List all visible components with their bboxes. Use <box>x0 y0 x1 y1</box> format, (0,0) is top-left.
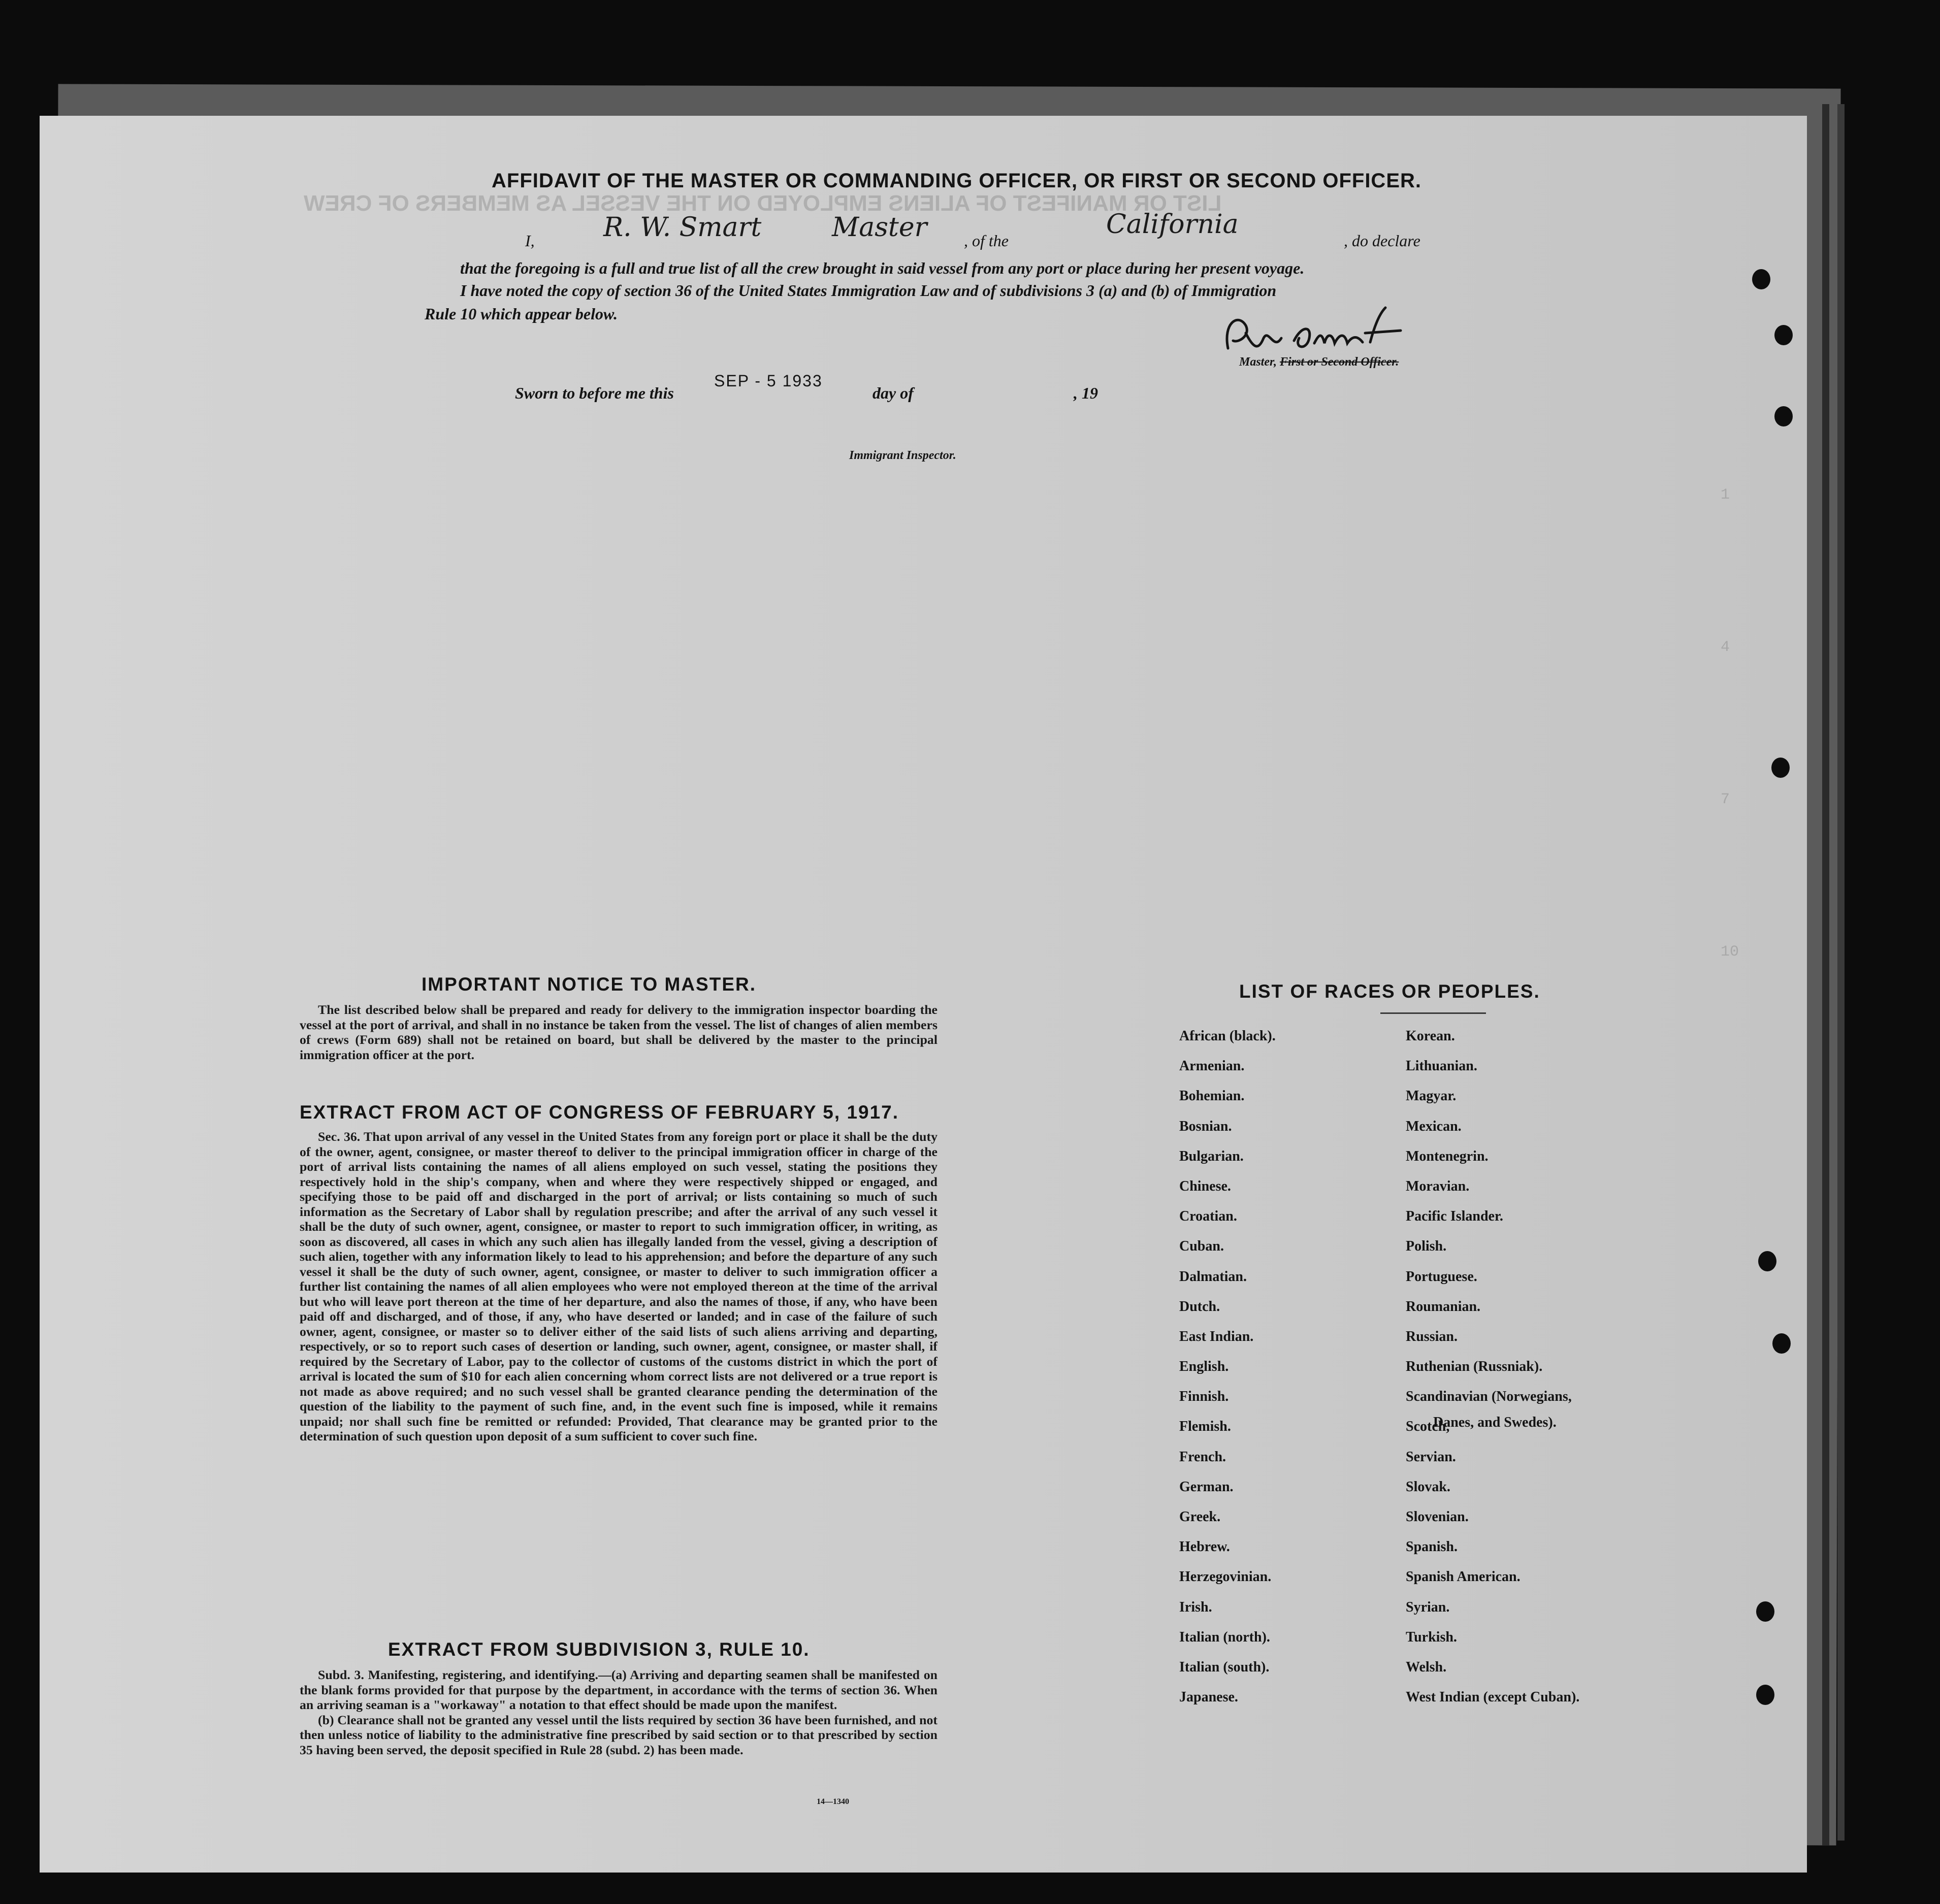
race-entry: Moravian. <box>1406 1178 1470 1194</box>
race-entry: Roumanian. <box>1406 1298 1481 1315</box>
race-entry: Montenegrin. <box>1406 1148 1489 1164</box>
race-entry: Pacific Islander. <box>1406 1208 1503 1225</box>
race-entry: Spanish. <box>1406 1539 1458 1555</box>
race-entry: Irish. <box>1179 1599 1212 1615</box>
race-entry: French. <box>1179 1449 1226 1465</box>
punch-hole <box>1756 1601 1774 1622</box>
act-extract-title: EXTRACT FROM ACT OF CONGRESS OF FEBRUARY 5, 1917. <box>300 1102 899 1123</box>
race-entry: Russian. <box>1406 1328 1458 1344</box>
races-right-column <box>1406 1029 1579 1720</box>
race-entry: Greek. <box>1179 1509 1221 1525</box>
race-entry: Japanese. <box>1179 1689 1238 1705</box>
signer-title <box>1239 355 1399 369</box>
races-left-column <box>1179 1029 1276 1720</box>
race-entry: Dalmatian. <box>1179 1268 1247 1285</box>
race-entry: Cuban. <box>1179 1238 1224 1255</box>
race-entry: Spanish American. <box>1406 1569 1521 1585</box>
master-name-handwritten: R. W. Smart <box>603 212 762 243</box>
race-entry: Italian (north). <box>1179 1629 1270 1645</box>
signer-title-struck: First or Second Officer. <box>1280 355 1399 369</box>
document-page <box>40 116 1807 1873</box>
race-entry: Welsh. <box>1406 1659 1447 1675</box>
affidavit-line-2: that the foregoing is a full and true list of all the crew brought in said vessel from any port or place during her present voyage. <box>460 259 1305 277</box>
race-entry: German. <box>1179 1479 1234 1495</box>
races-right-continuation: Danes, and Swedes). <box>1433 1415 1557 1430</box>
page-edge <box>1822 104 1829 1846</box>
immigrant-inspector-label: Immigrant Inspector. <box>849 449 956 462</box>
bleed-through-number: 10 <box>1721 943 1739 961</box>
master-rank-handwritten: Master <box>832 212 927 243</box>
race-entry: Mexican. <box>1406 1118 1462 1134</box>
race-entry: Croatian. <box>1179 1208 1237 1225</box>
race-entry: Flemish. <box>1179 1419 1231 1435</box>
race-entry: Servian. <box>1406 1449 1456 1465</box>
race-entry: Lithuanian. <box>1406 1058 1477 1074</box>
affidavit-line-3: I have noted the copy of section 36 of the United States Immigration Law and of subdivisions 3 (a) and (b) of Immigration <box>460 281 1277 300</box>
race-entry: East Indian. <box>1179 1328 1254 1344</box>
affidavit-title: AFFIDAVIT OF THE MASTER OR COMMANDING OFFICER, OR FIRST OR SECOND OFFICER. <box>492 170 1421 192</box>
i-label: I, <box>525 232 535 250</box>
rule-extract-title: EXTRACT FROM SUBDIVISION 3, RULE 10. <box>388 1639 810 1660</box>
race-entry: Portuguese. <box>1406 1268 1477 1285</box>
form-number: 14—1340 <box>817 1797 849 1806</box>
date-stamp: SEP - 5 1933 <box>714 372 823 390</box>
race-entry: Magyar. <box>1406 1088 1457 1104</box>
punch-hole <box>1772 1333 1791 1354</box>
bleed-through-heading: LIST OR MANIFEST OF ALIENS EMPLOYED ON THE VESSEL AS MEMBERS OF CREW <box>304 191 1222 216</box>
punch-hole <box>1758 1251 1776 1271</box>
do-declare-label: , do declare <box>1344 232 1420 250</box>
rule-extract-text <box>300 1667 937 1757</box>
race-entry: Dutch. <box>1179 1298 1220 1315</box>
subdivision-a: Subd. 3. Manifesting, registering, and identifying.—(a) Arriving and departing seamen shall be manifested on the blank forms provided for that purpose by the department, in accordance with the terms of section 36. When an arriving seaman is a "workaway" a notation to that effect should be made upon the manifest. <box>300 1667 937 1712</box>
year-label: , 19 <box>1074 384 1098 402</box>
race-entry: Hebrew. <box>1179 1539 1230 1555</box>
subdivision-b: (b) Clearance shall not be granted any vessel until the lists required by section 36 have been furnished, and not then unless notice of liability to the administrative fine prescribed by said section or to that prescribed by section 35 having been served, the deposit specified in Rule 28 (subd. 2) has been made. <box>300 1712 937 1757</box>
race-entry: Herzegovinian. <box>1179 1569 1272 1585</box>
race-entry: English. <box>1179 1359 1229 1375</box>
punch-hole <box>1756 1685 1774 1705</box>
race-entry: Bulgarian. <box>1179 1148 1244 1164</box>
race-entry: Ruthenian (Russniak). <box>1406 1359 1543 1375</box>
punch-hole <box>1771 758 1790 778</box>
bleed-through-number: 4 <box>1721 639 1730 656</box>
act-extract-text: Sec. 36. That upon arrival of any vessel in the United States from any foreign port or place it shall be the duty of the owner, agent, consignee, or master thereof to deliver to the principal immigration officer in charge of the port of arrival lists containing the names of all aliens employed on such vessel, stating the positions they respectively hold in the ship's company, when and where they were respectively shipped or engaged, and specifying those to be paid off and discharged in the port of arrival; or lists containing so much of such information as the Secretary of Labor shall by regulation prescribe; and after the arrival of any such vessel it shall be the duty of such owner, agent, consignee, or master to report to such immigration officer, in writing, as soon as discovered, all cases in which any such alien has illegally landed from the vessel, giving a description of such alien, together with any information likely to lead to his apprehension; and before the departure of any such vessel it shall be the duty of such owner, agent, consignee, or master to deliver to such immigration officer a further list containing the names of all alien employees who were not employed thereon at the time of the arrival but who will leave port thereon at the time of her departure, and also the names of those, if any, who have been paid off and discharged, and of those, if any, who have deserted or landed; and in case of the failure of such owner, agent, consignee, or master so to deliver either of the said lists of such aliens arriving and departing, respectively, or so to report such cases of desertion or landing, such owner, agent, consignee, or master shall, if required by the Secretary of Labor, pay to the collector of customs of the customs district in which the port of arrival is located the sum of $10 for each alien concerning whom correct lists are not delivered or a true report is not made as above required; and no such vessel shall be granted clearance pending the determination of the question of the liability to the payment of such fine, and, in the event such fine is imposed, while it remains unpaid; nor shall such fine be remitted or refunded: Provided, That clearance may be granted prior to the determination of such question upon deposit of a sum sufficient to cover such fine. <box>300 1129 937 1443</box>
race-entry: Polish. <box>1406 1238 1447 1255</box>
day-of-label: day of <box>872 384 914 402</box>
punch-hole <box>1774 325 1793 345</box>
race-entry: West Indian (except Cuban). <box>1406 1689 1580 1705</box>
notice-title: IMPORTANT NOTICE TO MASTER. <box>422 974 757 995</box>
bleed-through-number: 1 <box>1721 486 1730 504</box>
vessel-name-handwritten: California <box>1106 209 1239 240</box>
race-entry: Syrian. <box>1406 1599 1450 1615</box>
race-entry: Turkish. <box>1406 1629 1457 1645</box>
race-entry: Bosnian. <box>1179 1118 1232 1134</box>
of-the-label: , of the <box>964 232 1009 250</box>
races-title-underline <box>1380 1012 1486 1014</box>
race-entry: Bohemian. <box>1179 1088 1245 1104</box>
race-entry: Chinese. <box>1179 1178 1231 1194</box>
race-entry: Scotch, <box>1406 1419 1450 1435</box>
race-entry: Finnish. <box>1179 1389 1229 1405</box>
race-entry: Scandinavian (Norwegians, <box>1406 1389 1572 1405</box>
notice-text: The list described below shall be prepared and ready for delivery to the immigration inspector boarding the vessel at the port of arrival, and shall in no instance be taken from the vessel. The list of changes of alien members of crews (Form 689) shall not be retained on board, but shall be delivered by the master to the principal immigration officer at the port. <box>300 1002 937 1062</box>
bleed-through-number: 7 <box>1721 791 1730 808</box>
page-edge <box>1837 104 1845 1841</box>
race-entry: Slovenian. <box>1406 1509 1469 1525</box>
punch-hole <box>1774 406 1793 426</box>
race-entry: Italian (south). <box>1179 1659 1270 1675</box>
sworn-label: Sworn to before me this <box>515 384 674 402</box>
signer-title-master: Master, <box>1239 355 1277 369</box>
race-entry: African (black). <box>1179 1028 1276 1044</box>
races-title: LIST OF RACES OR PEOPLES. <box>1239 981 1540 1002</box>
race-entry: Slovak. <box>1406 1479 1450 1495</box>
punch-hole <box>1752 269 1770 289</box>
affidavit-line-4: Rule 10 which appear below. <box>425 305 618 323</box>
race-entry: Armenian. <box>1179 1058 1245 1074</box>
race-entry: Korean. <box>1406 1028 1455 1044</box>
